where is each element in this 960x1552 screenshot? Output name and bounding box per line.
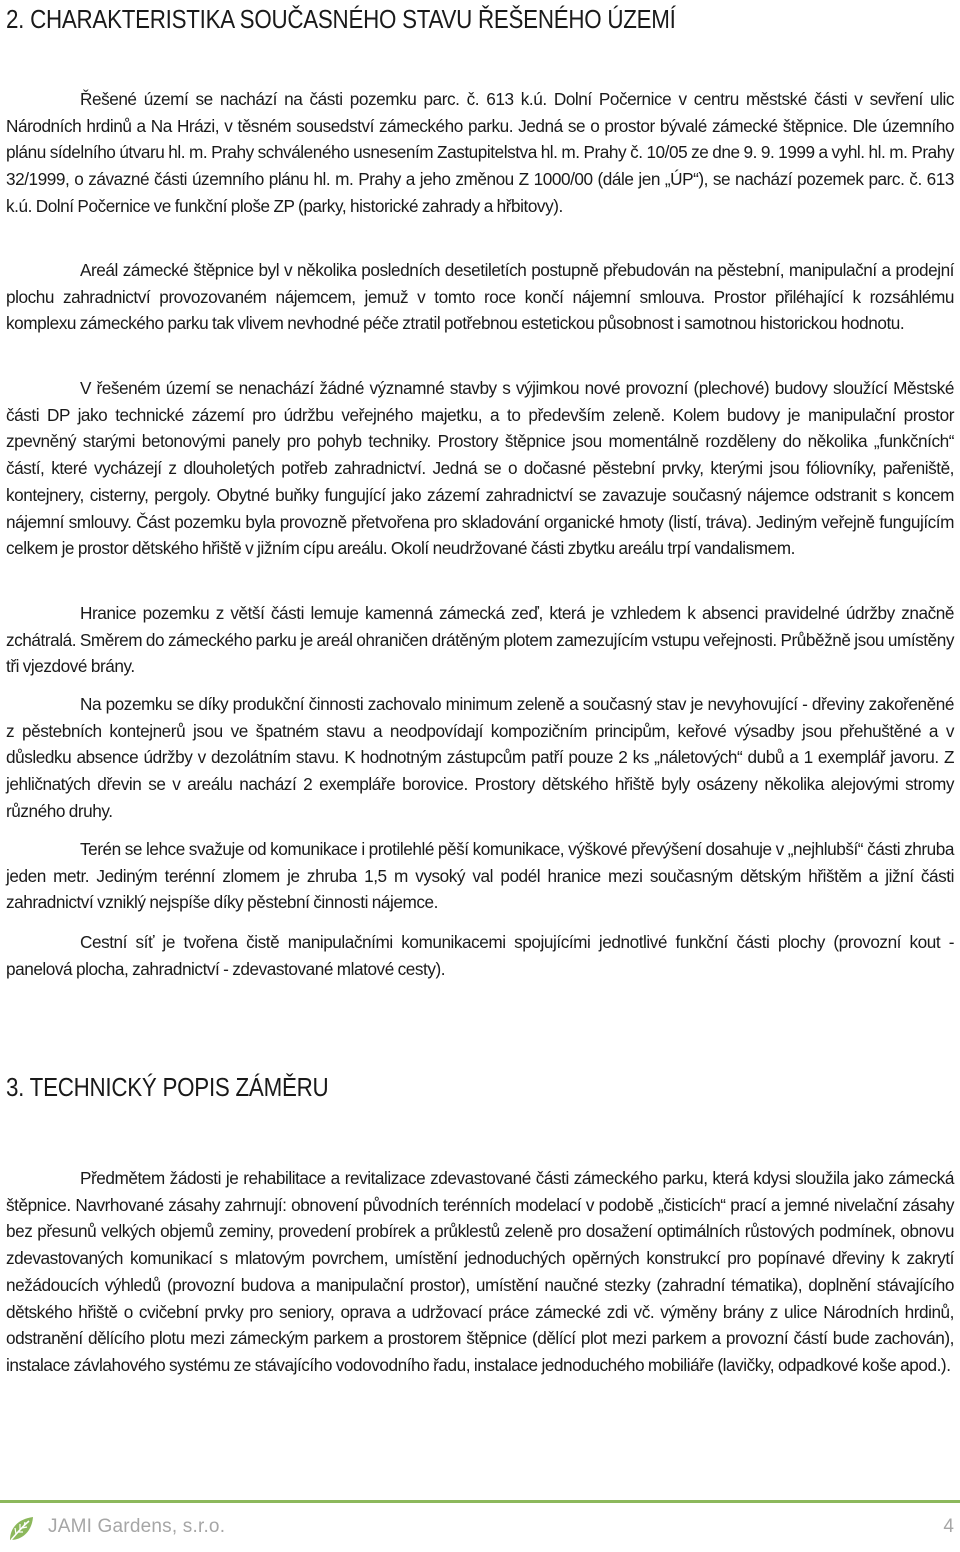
- section-2-heading: 2. CHARAKTERISTIKA SOUČASNÉHO STAVU ŘEŠENÉHO ÚZEMÍ: [6, 4, 676, 34]
- section-2-paragraph-7: Cestní síť je tvořena čistě manipulačními komunikacemi spojujícími jednotlivé funkční části plochy (provozní kout - panelová plocha, zahradnictví - zdevastované mlatové cesty).: [6, 932, 954, 979]
- section-2-paragraph-1: Řešené území se nachází na části pozemku parc. č. 613 k.ú. Dolní Počernice v centru městské části v sevření ulic Národních hrdinů a Na Hrázi, v těsném sousedství zámeckého parku. Jedná se o prostor bývalé zámecké štěpnice. Dle územního plánu sídelního útvaru hl. m. Prahy schváleného usnesením Zastupitelstva hl. m. Prahy č. 10/05 ze dne 9. 9. 1999 a vyhl. hl. m. Prahy 32/1999, o závazné části územního plánu hl. m. Prahy a jeho změnou Z 1000/00 (dále jen „ÚP“), se nachází pozemek parc. č. 613 k.ú. Dolní Počernice ve funkční ploše ZP (parky, historické zahrady a hřbitovy).: [6, 89, 954, 216]
- section-2-paragraph-3: V řešeném území se nenachází žádné významné stavby s výjimkou nové provozní (plechové) budovy sloužící Městské části DP jako technické zázemí pro údržbu veřejného majetku, a to především zeleně. Kolem budovy je manipulační prostor zpevněný starými betonovými panely pro pohyb techniky. Prostory štěpnice jsou momentálně rozděleny do několika „funkčních“ částí, které vycházejí z dlouholetých potřeb zahradnictví. Jedná se o dočasné pěstební prvky, kterými jsou fóliovníky, pařeniště, kontejnery, cisterny, pergoly. Obytné buňky fungující jako zázemí zahradnictví se zavazuje současný nájemce odstranit s koncem nájemní smlouvy. Část pozemku byla provozně přetvořena pro skladování organické hmoty (listí, tráva). Jediným veřejně fungujícím celkem je prostor dětského hřiště v jižním cípu areálu. Okolí neudržované části zbytku areálu trpí vandalismem.: [6, 378, 954, 559]
- leaf-icon: [6, 1514, 36, 1544]
- section-2-paragraph-4: Hranice pozemku z větší části lemuje kamenná zámecká zeď, která je vzhledem k absenci pravidelné údržby značně zchátralá. Směrem do zámeckého parku je areál ohraničen drátěným plotem zamezujícím vstupu veřejnosti. Průběžně jsou umístěny tři vjezdové brány.: [6, 603, 954, 677]
- page-number: 4: [943, 1516, 954, 1537]
- section-2-paragraph-2: Areál zámecké štěpnice byl v několika posledních desetiletích postupně přebudován na pěstební, manipulační a prodejní plochu zahradnictví provozovaném nájemcem, jemuž v tomto roce končí nájemní smlouva. Prostor přiléhající k rozsáhlému komplexu zámeckého parku tak vlivem nevhodné péče ztratil potřebnou estetickou působnost i samotnou historickou hodnotu.: [6, 260, 954, 334]
- section-2-paragraph-5: Na pozemku se díky produkční činnosti zachovalo minimum zeleně a současný stav je nevyhovující - dřeviny zakořeněné z pěstebních kontejnerů jsou ve špatném stavu a neodpovídají kompozičním principům, keřové výsadby jsou přehuštěné a v důsledku absence údržby v dezolátním stavu. K hodnotným zástupcům patří pouze 2 ks „náletových“ dubů a 1 exemplář javoru. Z jehličnatých dřevin se v areálu nachází 2 exempláře borovice. Prostory dětského hřiště byly osázeny několika alejovými stromy různého druhy.: [6, 694, 954, 821]
- company-name: JAMI Gardens, s.r.o.: [48, 1516, 226, 1537]
- footer-divider: [0, 1500, 960, 1503]
- section-2-paragraph-6: Terén se lehce svažuje od komunikace i protilehlé pěší komunikace, výškové převýšení dosahuje v „nejhlubší“ části zhruba jeden metr. Jediným terénní zlomem je zhruba 1,5 m vysoký val podél hranice mezi současným dětským hřištěm a jižní části zahradnictví vzniklý nejspíše díky pěstební činnosti nájemce.: [6, 839, 954, 913]
- page-footer: [0, 1508, 960, 1548]
- section-3-heading: 3. TECHNICKÝ POPIS ZÁMĚRU: [6, 1072, 329, 1102]
- section-3-paragraph-1: Předmětem žádosti je rehabilitace a revitalizace zdevastované části zámeckého parku, která kdysi sloužila jako zámecká štěpnice. Navrhované zásahy zahrnují: obnovení původních terénních modelací v podobě „čisticích“ prací a jemné nivelační zásahy bez přesunů velkých objemů zeminy, provedení probírek a průklestů zeleně pro dosažení optimálních růstových podmínek, obnovu zdevastovaných komunikací s mlatovým povrchem, umístění jednoduchých opěrných konstrukcí pro popínavé dřeviny k zakrytí nežádoucích výhledů (provozní budova a manipulační prostor), umístění naučné stezky (zahradní tématika), doplnění stávajícího dětského hřiště o cvičební prvky pro seniory, oprava a udržovací práce zámecké zdi vč. výměny brány z ulice Národních hrdinů, odstranění dělícího plotu mezi zámeckým parkem a prostorem štěpnice (dělící plot mezi parkem a provozní částí bude zachován), instalace závlahového systému ze stávajícího vodovodního řadu, instalace jednoduchého mobiliáře (lavičky, odpadkové koše apod.).: [6, 1168, 954, 1375]
